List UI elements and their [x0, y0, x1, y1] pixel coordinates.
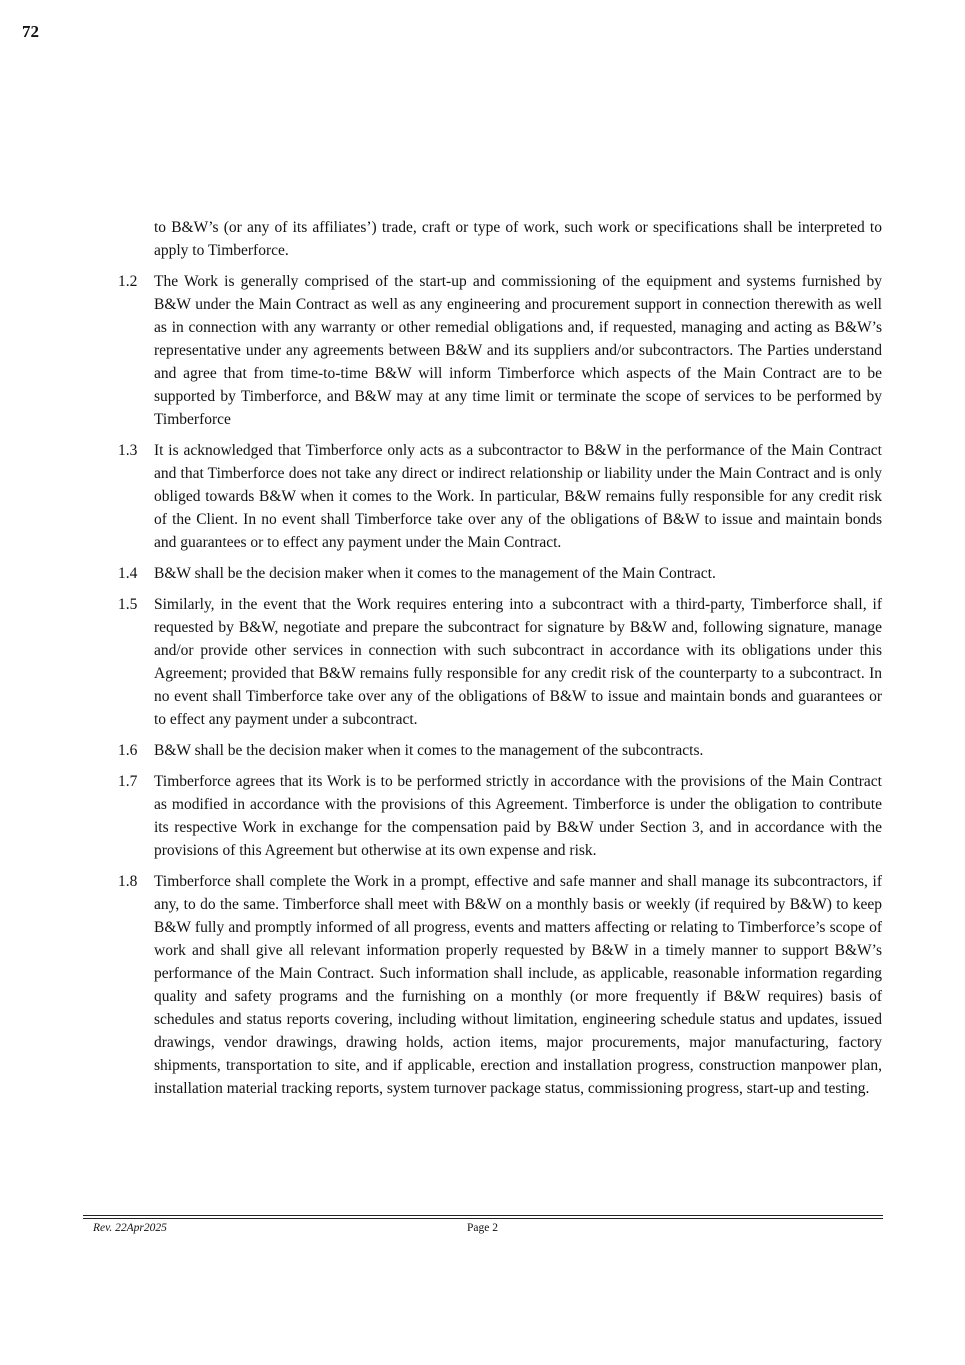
clause-number: 1.5: [118, 596, 138, 613]
document-body: [118, 216, 882, 1108]
clause-text: B&W shall be the decision maker when it comes to the management of the subcontracts.: [154, 742, 704, 759]
clause-1-5: [118, 593, 882, 731]
clause-1-8: [118, 870, 882, 1100]
footer-divider: [83, 1215, 883, 1219]
continuation-paragraph: to B&W’s (or any of its affiliates’) trade, craft or type of work, such work or specifications shall be interpreted to apply to Timberforce.: [154, 219, 882, 259]
clause-1-4: [118, 562, 882, 585]
page-footer: [83, 1215, 883, 1238]
clause-1-7: [118, 770, 882, 862]
clause-text: It is acknowledged that Timberforce only acts as a subcontractor to B&W in the performance of the Main Contract and that Timberforce does not take any direct or indirect relationship or liability under the Main Contract and is only obliged towards B&W when it comes to the Work. In particular, B&W remains fully responsible for any credit risk of the Client. In no event shall Timberforce take over any of the obligations of B&W to issue and maintain bonds and guarantees or to effect any payment under the Main Contract.: [154, 442, 882, 551]
clause-text: Similarly, in the event that the Work requires entering into a subcontract with a third-party, Timberforce shall, if requested by B&W, negotiate and prepare the subcontract for signature by B&W and, following signature, manage and/or provide other services in connection with such subcontract in accordance with its obligations under this Agreement; provided that B&W remains fully responsible for any credit risk of the counterparty to a subcontract. In no event shall Timberforce take over any of the obligations of B&W to issue and maintain bonds and guarantees or to effect any payment under a subcontract.: [154, 596, 882, 728]
clause-text: Timberforce shall complete the Work in a prompt, effective and safe manner and shall manage its subcontractors, if any, to do the same. Timberforce shall meet with B&W on a monthly basis or weekly (if required by B&W) to keep B&W fully and promptly informed of all progress, events and matters affecting or relating to Timberforce’s scope of work and shall give all relevant information properly requested by B&W in a timely manner to support B&W’s performance of the Main Contract. Such information shall include, as applicable, reasonable information regarding quality and safety programs and the furnishing on a monthly (or more frequently if B&W requires) basis of schedules and status reports covering, including without limitation, engineering schedule status and updates, issued drawings, vendor drawings, drawing holds, action items, major procurements, major manufacturing, factory shipments, transportation to site, and if applicable, erection and installation progress, construction manpower plan, installation material tracking reports, system turnover package status, commissioning progress, start-up and testing.: [154, 873, 882, 1097]
clause-number: 1.8: [118, 873, 138, 890]
clause-number: 1.7: [118, 773, 138, 790]
footer-row: [83, 1222, 883, 1238]
page-number: 72: [22, 22, 39, 41]
clause-1-6: [118, 739, 882, 762]
clause-1-2: [118, 270, 882, 431]
clause-number: 1.6: [118, 742, 138, 759]
clause-text: B&W shall be the decision maker when it comes to the management of the Main Contract.: [154, 565, 716, 582]
clause-number: 1.3: [118, 442, 138, 459]
clause-text: The Work is generally comprised of the start-up and commissioning of the equipment and systems furnished by B&W under the Main Contract as well as any engineering and procurement support in connection therewith as well as in connection with any warranty or other remedial obligations and, if requested, managing and acting as B&W’s representative under any agreements between B&W and its suppliers and/or subcontractors. The Parties understand and agree that from time-to-time B&W will inform Timberforce which aspects of the Main Contract are to be supported by Timberforce, and B&W may at any time limit or terminate the scope of services to be performed by Timberforce: [154, 273, 882, 428]
clause-number: 1.4: [118, 565, 138, 582]
page-label: Page 2: [467, 1222, 498, 1234]
revision-label: Rev. 22Apr2025: [93, 1222, 167, 1234]
clause-text: Timberforce agrees that its Work is to be performed strictly in accordance with the provisions of the Main Contract as modified in accordance with the provisions of this Agreement. Timberforce is under the obligation to contribute its respective Work in exchange for the compensation paid by B&W under Section 3, and in accordance with the provisions of this Agreement but otherwise at its own expense and risk.: [154, 773, 882, 859]
clause-number: 1.2: [118, 273, 138, 290]
clause-1-3: [118, 439, 882, 554]
